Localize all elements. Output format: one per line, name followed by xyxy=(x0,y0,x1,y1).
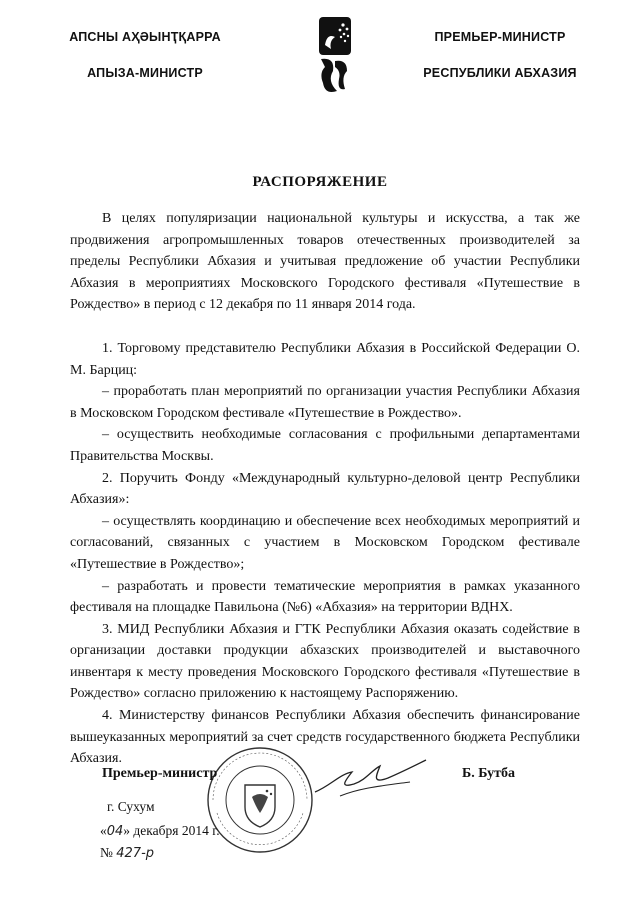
date-open-quote: « xyxy=(100,823,107,838)
item-2: 2. Поручить Фонду «Международный культурно-деловой центр Республики Абхазия»: xyxy=(70,470,580,508)
signer-role: Премьер-министр xyxy=(102,766,218,781)
header-left-line2: АПЫЗА-МИНИСТР xyxy=(87,66,203,80)
header-right-line2: РЕСПУБЛИКИ АБХАЗИЯ xyxy=(423,66,577,80)
issue-date xyxy=(100,823,220,839)
item-2a: – осуществлять координацию и обеспечение всех необходимых мероприятий и согласований, связанных с участием в Московском Городском фестивале «Путешествие в Рождество»; xyxy=(70,513,580,572)
paragraph-gap xyxy=(70,316,580,338)
item-2b: – разработать и провести тематические мероприятия в рамках указанного фестиваля на площадке Павильона (№6) «Абхазия» на территории ВДНХ. xyxy=(70,578,580,616)
header-left-line1: АПСНЫ АҲӘЫНҬҚАРРА xyxy=(69,30,221,44)
number-value: 427-р xyxy=(116,846,155,861)
place-of-issue: г. Сухум xyxy=(107,799,155,814)
document-body xyxy=(70,208,580,770)
header-right-line1: ПРЕМЬЕР-МИНИСТР xyxy=(434,30,566,44)
item-1: 1. Торговому представителю Республики Абхазия в Российской Федерации О. М. Барциц: xyxy=(70,340,580,378)
handwritten-signature xyxy=(310,752,430,802)
number-prefix: № xyxy=(100,845,113,860)
abkhazia-emblem-icon xyxy=(317,15,353,99)
item-4: 4. Министерству финансов Республики Абхазия обеспечить финансирование вышеуказанных мероприятий за счет средств государственного бюджета Республики Абхазия. xyxy=(70,708,580,767)
intro-paragraph: В целях популяризации национальной культуры и искусства, а так же продвижения агропромышленных товаров отечественных производителей за пределы Республики Абхазия и учитывая предложение об участии Республики Абхазия в мероприятиях Московского Городского фестиваля «Путешествие в Рождество» в период с 12 декабря по 11 января 2014 года. xyxy=(70,211,580,313)
date-rest: » декабря 2014 г. xyxy=(123,823,220,838)
official-stamp xyxy=(205,745,315,855)
date-day: 04 xyxy=(106,824,124,839)
item-3: 3. МИД Республики Абхазия и ГТК Республики Абхазия оказать содействие в организации доставки продукции абхазских производителей и выставочного инвентаря к месту проведения Московского Городского фестиваля «Путешествие в Рождество» согласно приложению к настоящему Распоряжению. xyxy=(70,621,580,702)
signer-name: Б. Бутба xyxy=(462,766,516,781)
item-1b: – осуществить необходимые согласования с профильными департаментами Правительства Москвы. xyxy=(70,427,580,464)
item-1a: – проработать план мероприятий по организации участия Республики Абхазия в Московском Городском фестивале «Путешествие в Рождество». xyxy=(70,384,580,421)
header-right xyxy=(400,30,600,102)
header-left xyxy=(45,30,245,102)
document-number xyxy=(100,845,154,861)
document-title: РАСПОРЯЖЕНИЕ xyxy=(252,174,388,190)
